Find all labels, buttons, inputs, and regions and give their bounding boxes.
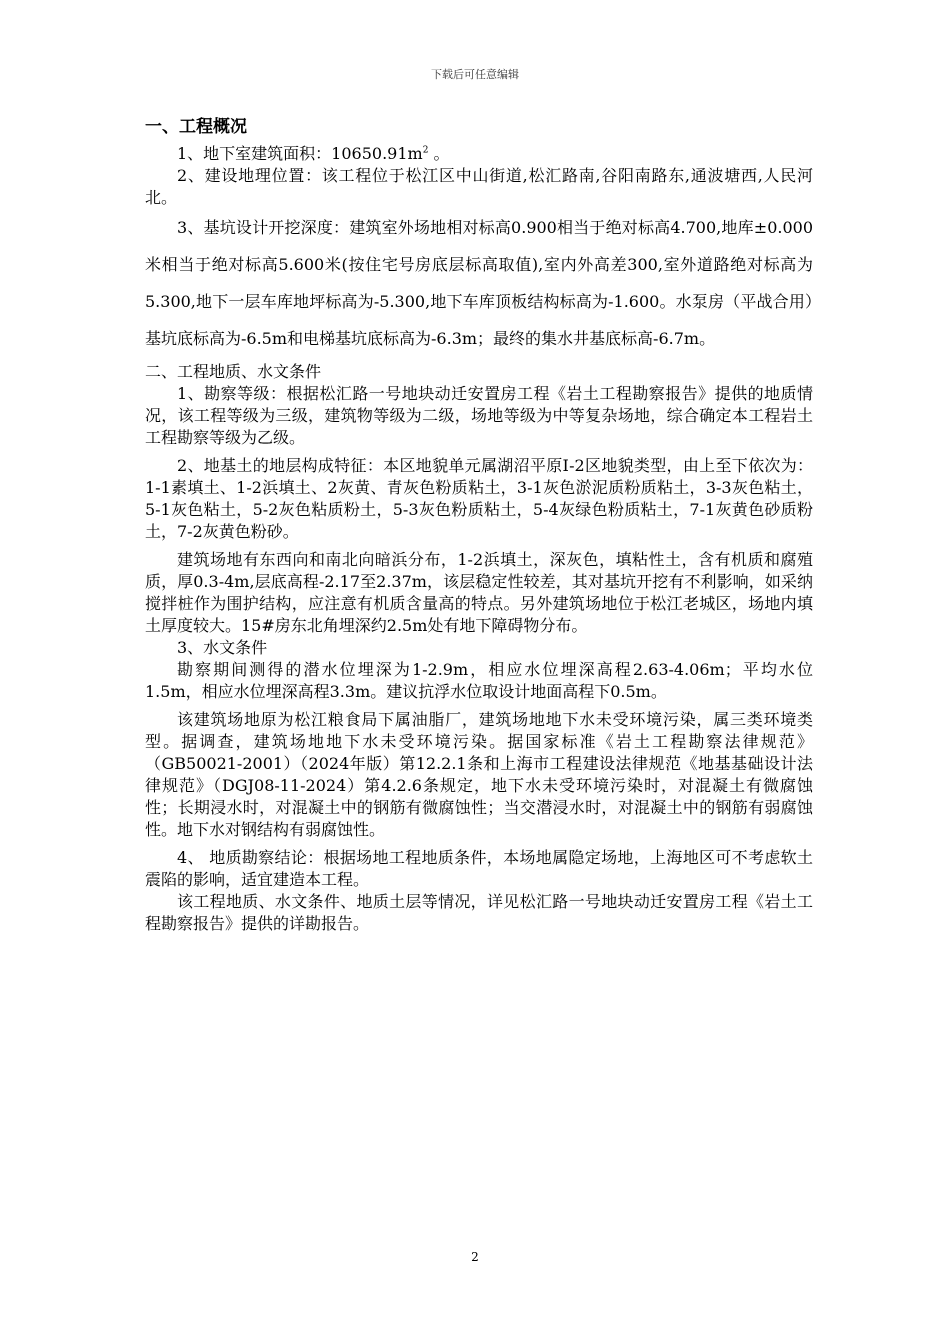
page-number: 2 bbox=[471, 1250, 479, 1264]
section-1-title: 一、工程概况 bbox=[145, 117, 247, 137]
section-2-paragraph-8: 该工程地质、水文条件、地质土层等情况，详见松汇路一号地块动迁安置房工程《岩土工程勘察报告》提供的详勘报告。 bbox=[145, 892, 813, 933]
area-text: 1、地下室建筑面积：10650.91m bbox=[177, 144, 423, 163]
page-header-note: 下载后可任意编辑 bbox=[431, 68, 519, 81]
area-superscript: 2 bbox=[422, 145, 429, 156]
area-suffix: 。 bbox=[428, 144, 450, 163]
document-body bbox=[145, 116, 813, 935]
section-2-paragraph-3: 建筑场地有东西向和南北向暗浜分布，1-2浜填土，深灰色，填粘性土，含有机质和腐殖质，厚0.3-4m,层底高程-2.17至2.37m，该层稳定性较差，其对基坑开挖有不利影响，如采纳搅拌桩作为围护结构，应注意有机质含量高的特点。另外建筑场地位于松江老城区，场地内填土厚度较大。15#房东北角埋深约2.5m处有地下障碍物分布。 bbox=[145, 550, 813, 635]
section-2-paragraph-1: 1、勘察等级：根据松汇路一号地块动迁安置房工程《岩土工程勘察报告》提供的地质情况，该工程等级为三级，建筑物等级为二级，场地等级为中等复杂场地，综合确定本工程岩土工程勘察等级为乙级。 bbox=[145, 384, 813, 447]
section-2-paragraph-4: 3、水文条件 bbox=[177, 638, 268, 657]
section-2-paragraph-2: 2、地基土的地层构成特征：本区地貌单元属湖沼平原Ⅰ-2区地貌类型，由上至下依次为：1-1素填土、1-2浜填土、2灰黄、青灰色粉质粘土，3-1灰色淤泥质粉质粘土，3-3灰色粘土，5-1灰色粘土，5-2灰色粘质粉土，5-3灰色粉质粘土，5-4灰绿色粉质粘土，7-1灰黄色砂质粉土，7-2灰黄色粉砂。 bbox=[145, 456, 813, 541]
section-1-item-3: 3、基坑设计开挖深度：建筑室外场地相对标高0.900相当于绝对标高4.700,地库±0.000米相当于绝对标高5.600米(按住宅号房底层标高取值),室内外高差300,室外道路绝对标高为5.300,地下一层车库地坪标高为-5.300,地下车库顶板结构标高为-1.600。水泵房（平战合用）基坑底标高为-6.5m和电梯基坑底标高为-6.3m；最终的集水井基底标高-6.7m。 bbox=[145, 218, 813, 348]
section-1-item-1 bbox=[145, 143, 813, 165]
section-2-paragraph-5: 勘察期间测得的潜水位埋深为1-2.9m，相应水位埋深高程2.63-4.06m；平均水位1.5m，相应水位埋深高程3.3m。建议抗浮水位取设计地面高程下0.5m。 bbox=[145, 660, 813, 701]
section-2-title: 二、工程地质、水文条件 bbox=[145, 362, 322, 381]
section-2-paragraph-7: 4、 地质勘察结论：根据场地工程地质条件，本场地属隐定场地，上海地区可不考虑软土震陷的影响，适宜建造本工程。 bbox=[145, 848, 813, 889]
section-1-item-2: 2、建设地理位置：该工程位于松江区中山街道,松汇路南,谷阳南路东,通波塘西,人民河北。 bbox=[145, 166, 813, 207]
section-2-paragraph-6: 该建筑场地原为松江粮食局下属油脂厂，建筑场地地下水未受环境污染，属三类环境类型。据调查，建筑场地地下水未受环境污染。据国家标准《岩土工程勘察法律规范》（GB50021-2001）（2024年版）第12.2.1条和上海市工程建设法律规范《地基基础设计法律规范》（DGJ08-11-2024）第4.2.6条规定，地下水未受环境污染时，对混凝土有微腐蚀性；长期浸水时，对混凝土中的钢筋有微腐蚀性；当交潜浸水时，对混凝土中的钢筋有弱腐蚀性。地下水对钢结构有弱腐蚀性。 bbox=[145, 710, 813, 839]
